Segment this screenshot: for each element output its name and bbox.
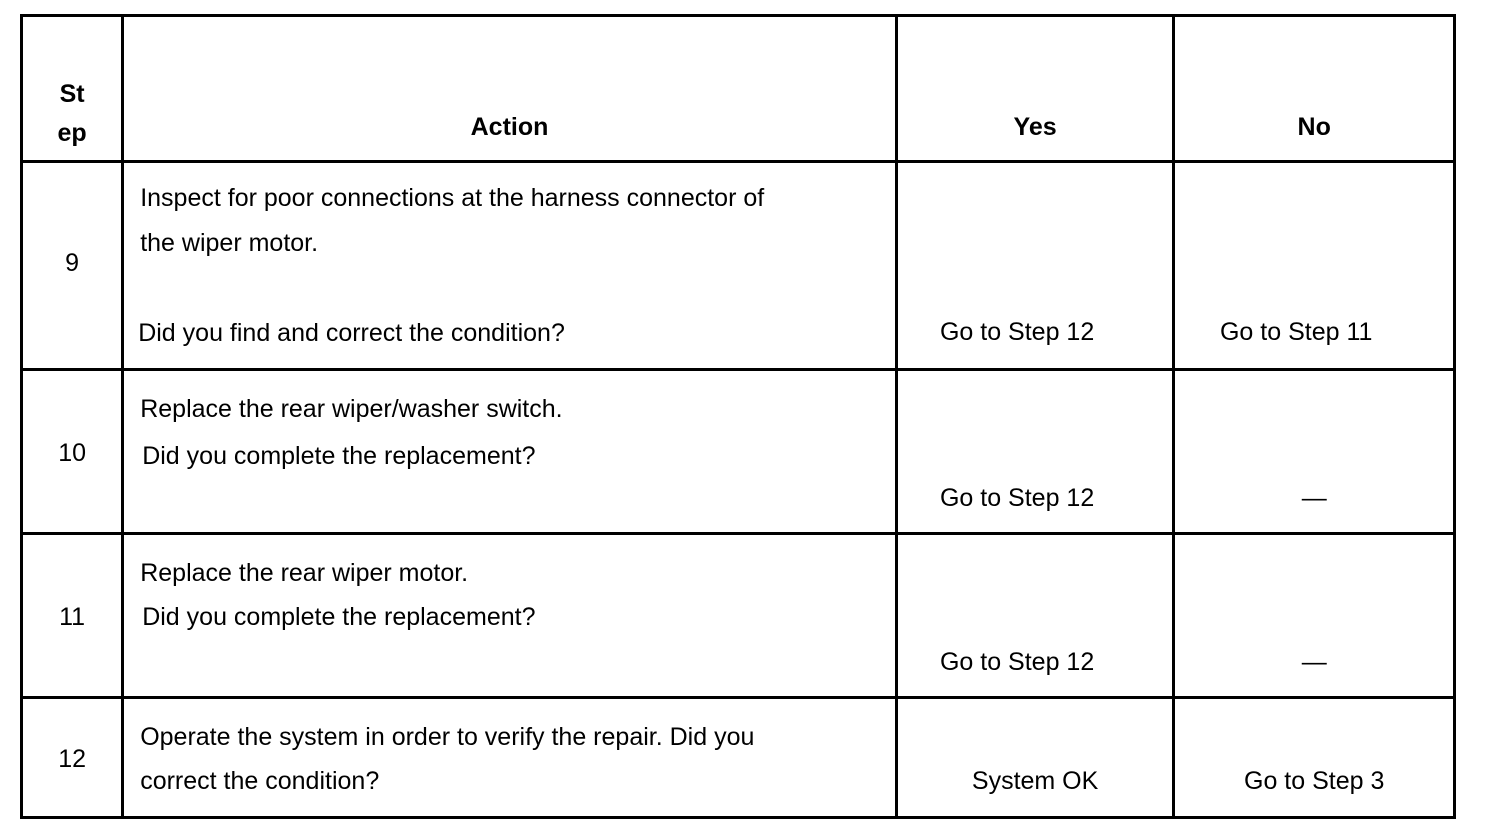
yes-cell [896, 162, 1174, 370]
diagnostic-table [20, 14, 1456, 819]
step-cell [22, 162, 123, 370]
action-text-line1: Replace the rear wiper/washer switch. [140, 395, 563, 423]
action-text-line2: correct the condition? [140, 767, 380, 795]
step-number: 9 [65, 249, 80, 277]
no-outcome: — [1301, 648, 1327, 676]
step-number: 10 [58, 439, 86, 467]
action-cell [123, 162, 897, 370]
header-no-label: No [1297, 113, 1331, 141]
action-question: Did you find and correct the condition? [138, 319, 565, 347]
yes-outcome: Go to Step 12 [939, 648, 1095, 676]
yes-outcome: Go to Step 12 [939, 318, 1095, 346]
table-row [22, 370, 1455, 534]
action-question: Did you complete the replacement? [142, 442, 536, 470]
header-yes [896, 16, 1174, 162]
yes-outcome: System OK [971, 767, 1099, 795]
action-cell [123, 698, 897, 818]
header-step-line2: ep [57, 119, 87, 147]
step-cell [22, 370, 123, 534]
table-header-row [22, 16, 1455, 162]
action-question: Did you complete the replacement? [142, 603, 536, 631]
action-cell [123, 370, 897, 534]
action-text-line1: Inspect for poor connections at the harness connector of [140, 184, 765, 212]
action-text-line2: the wiper motor. [140, 229, 319, 257]
yes-cell [896, 534, 1174, 698]
step-cell [22, 698, 123, 818]
step-cell [22, 534, 123, 698]
no-cell [1174, 534, 1455, 698]
action-text-line1: Operate the system in order to verify the repair. Did you [140, 723, 755, 751]
no-outcome: Go to Step 11 [1219, 318, 1373, 346]
no-outcome: — [1301, 484, 1327, 512]
step-number: 12 [58, 745, 86, 773]
no-cell [1174, 162, 1455, 370]
header-yes-label: Yes [1013, 113, 1057, 141]
action-text-line1: Replace the rear wiper motor. [140, 559, 469, 587]
header-step [22, 16, 123, 162]
header-action [123, 16, 897, 162]
no-outcome: Go to Step 3 [1244, 767, 1385, 795]
table-row [22, 534, 1455, 698]
step-number: 11 [59, 603, 86, 631]
yes-cell [896, 698, 1174, 818]
header-step-line1: St [59, 80, 85, 108]
header-action-label: Action [470, 113, 549, 141]
no-cell [1174, 370, 1455, 534]
no-cell [1174, 698, 1455, 818]
action-cell [123, 534, 897, 698]
header-no [1174, 16, 1455, 162]
table-row [22, 698, 1455, 818]
yes-cell [896, 370, 1174, 534]
table-row [22, 162, 1455, 370]
yes-outcome: Go to Step 12 [939, 484, 1095, 512]
